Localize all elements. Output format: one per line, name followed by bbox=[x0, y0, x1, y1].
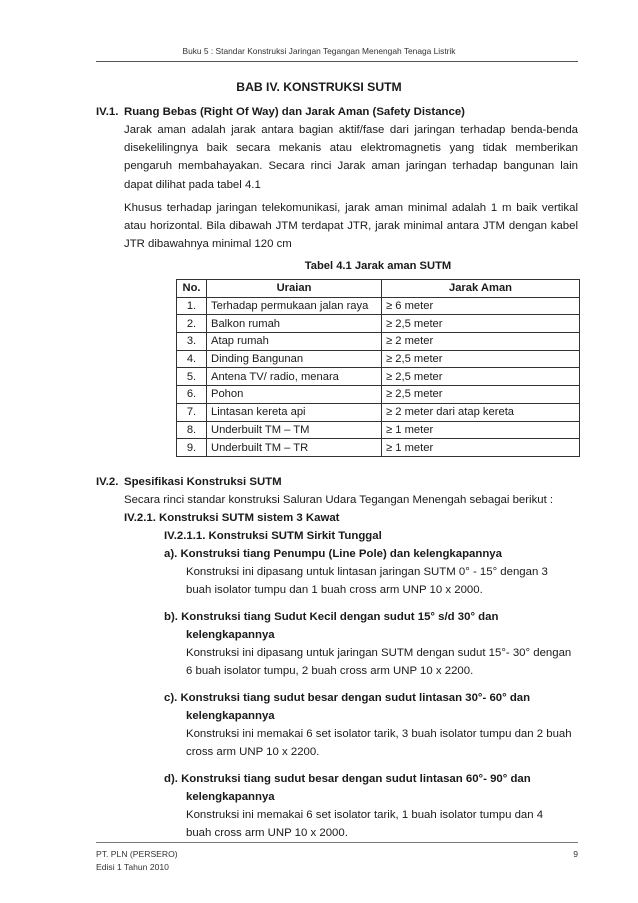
paragraph-safety-distance: Jarak aman adalah jarak antara bagian aktif/fase dari jaringan terhadap benda-benda disekelilingnya baik secara mekanis atau elektromagnetis yang tidak memberikan pengaruh membahayakan. Secara rinci Jarak aman jaringan terhadap bangunan lain dapat dilihat pada tabel 4.1 bbox=[124, 124, 578, 191]
row-distance: ≥ 6 meter bbox=[382, 297, 580, 315]
row-number: 5. bbox=[177, 368, 207, 386]
row-number: 4. bbox=[177, 350, 207, 368]
row-description: Lintasan kereta api bbox=[207, 403, 382, 421]
row-number: 6. bbox=[177, 386, 207, 404]
running-header: Buku 5 : Standar Konstruksi Jaringan Tegangan Menengah Tenaga Listrik bbox=[182, 46, 456, 56]
section-number-iv2: IV.2. bbox=[96, 476, 119, 488]
table-row bbox=[177, 297, 580, 315]
table-row bbox=[177, 333, 580, 351]
row-distance: ≥ 2,5 meter bbox=[382, 368, 580, 386]
table-row bbox=[177, 350, 580, 368]
section-number-iv1: IV.1. bbox=[96, 106, 119, 118]
item-c-text-line-2: cross arm UNP 10 x 2200. bbox=[186, 746, 320, 758]
header-rule bbox=[96, 61, 578, 62]
row-description: Pohon bbox=[207, 386, 382, 404]
table-row bbox=[177, 403, 580, 421]
item-a-title: a). Konstruksi tiang Penumpu (Line Pole) dan kelengkapannya bbox=[164, 548, 502, 560]
row-description: Underbuilt TM – TR bbox=[207, 439, 382, 457]
subsection-title-iv21: IV.2.1. Konstruksi SUTM sistem 3 Kawat bbox=[124, 512, 340, 524]
item-d-text-line-2: buah cross arm UNP 10 x 2000. bbox=[186, 827, 348, 839]
item-c-title: c). Konstruksi tiang sudut besar dengan sudut lintasan 30°- 60° dan bbox=[164, 692, 531, 704]
table-row bbox=[177, 315, 580, 333]
row-distance: ≥ 2,5 meter bbox=[382, 315, 580, 333]
row-number: 2. bbox=[177, 315, 207, 333]
row-number: 8. bbox=[177, 421, 207, 439]
item-d-title: d). Konstruksi tiang sudut besar dengan sudut lintasan 60°- 90° dan bbox=[164, 773, 531, 785]
column-header-uraian: Uraian bbox=[207, 280, 382, 298]
table-row bbox=[177, 421, 580, 439]
row-description: Underbuilt TM – TM bbox=[207, 421, 382, 439]
footer-company: PT. PLN (PERSERO) bbox=[96, 849, 178, 859]
item-b-text-line-2: 6 buah isolator tumpu, 2 buah cross arm UNP 10 x 2200. bbox=[186, 665, 474, 677]
row-number: 9. bbox=[177, 439, 207, 457]
subsection-title-iv211: IV.2.1.1. Konstruksi SUTM Sirkit Tunggal bbox=[164, 530, 382, 542]
table-row bbox=[177, 368, 580, 386]
paragraph-telecom-distance: Khusus terhadap jaringan telekomunikasi, jarak aman minimal adalah 1 m baik vertikal atau horizontal. Bila dibawah JTM terdapat JTR, jarak minimal antara JTM dengan kabel JTR dibawahnya minimal 120 cm bbox=[124, 202, 578, 251]
chapter-title: BAB IV. KONSTRUKSI SUTM bbox=[236, 80, 402, 94]
footer-rule bbox=[96, 842, 578, 843]
row-distance: ≥ 2,5 meter bbox=[382, 350, 580, 368]
item-b-title: b). Konstruksi tiang Sudut Kecil dengan sudut 15° s/d 30° dan bbox=[164, 611, 499, 623]
row-description: Antena TV/ radio, menara bbox=[207, 368, 382, 386]
row-distance: ≥ 2 meter dari atap kereta bbox=[382, 403, 580, 421]
table-row bbox=[177, 439, 580, 457]
item-c-title-line-2: kelengkapannya bbox=[186, 710, 275, 722]
row-description: Balkon rumah bbox=[207, 315, 382, 333]
row-distance: ≥ 1 meter bbox=[382, 421, 580, 439]
row-number: 3. bbox=[177, 333, 207, 351]
item-a-text-line-1: Konstruksi ini dipasang untuk lintasan jaringan SUTM 0° - 15° dengan 3 bbox=[186, 566, 548, 578]
row-number: 7. bbox=[177, 403, 207, 421]
item-d-text-line-1: Konstruksi ini memakai 6 set isolator tarik, 1 buah isolator tumpu dan 4 bbox=[186, 809, 544, 821]
item-b-title-line-2: kelengkapannya bbox=[186, 629, 275, 641]
row-distance: ≥ 1 meter bbox=[382, 439, 580, 457]
item-c-text-line-1: Konstruksi ini memakai 6 set isolator tarik, 3 buah isolator tumpu dan 2 buah bbox=[186, 728, 572, 740]
safety-distance-table bbox=[176, 279, 580, 457]
row-description: Dinding Bangunan bbox=[207, 350, 382, 368]
row-number: 1. bbox=[177, 297, 207, 315]
section-title-iv2: Spesifikasi Konstruksi SUTM bbox=[124, 476, 282, 488]
row-description: Terhadap permukaan jalan raya bbox=[207, 297, 382, 315]
section-title-iv1: Ruang Bebas (Right Of Way) dan Jarak Aman (Safety Distance) bbox=[124, 106, 465, 118]
table-caption: Tabel 4.1 Jarak aman SUTM bbox=[304, 260, 452, 272]
row-description: Atap rumah bbox=[207, 333, 382, 351]
row-distance: ≥ 2 meter bbox=[382, 333, 580, 351]
item-b-text-line-1: Konstruksi ini dipasang untuk jaringan SUTM dengan sudut 15°- 30° dengan bbox=[186, 647, 572, 659]
column-header-jarak-aman: Jarak Aman bbox=[382, 280, 580, 298]
item-a-text-line-2: buah isolator tumpu dan 1 buah cross arm UNP 10 x 2000. bbox=[186, 584, 483, 596]
table-header-row bbox=[177, 280, 580, 298]
item-d-title-line-2: kelengkapannya bbox=[186, 791, 275, 803]
section-intro: Secara rinci standar konstruksi Saluran Udara Tegangan Menengah sebagai berikut : bbox=[124, 494, 554, 506]
page-number: 9 bbox=[573, 849, 578, 859]
footer-edition: Edisi 1 Tahun 2010 bbox=[96, 862, 169, 872]
row-distance: ≥ 2,5 meter bbox=[382, 386, 580, 404]
table-row bbox=[177, 386, 580, 404]
column-header-no: No. bbox=[177, 280, 207, 298]
